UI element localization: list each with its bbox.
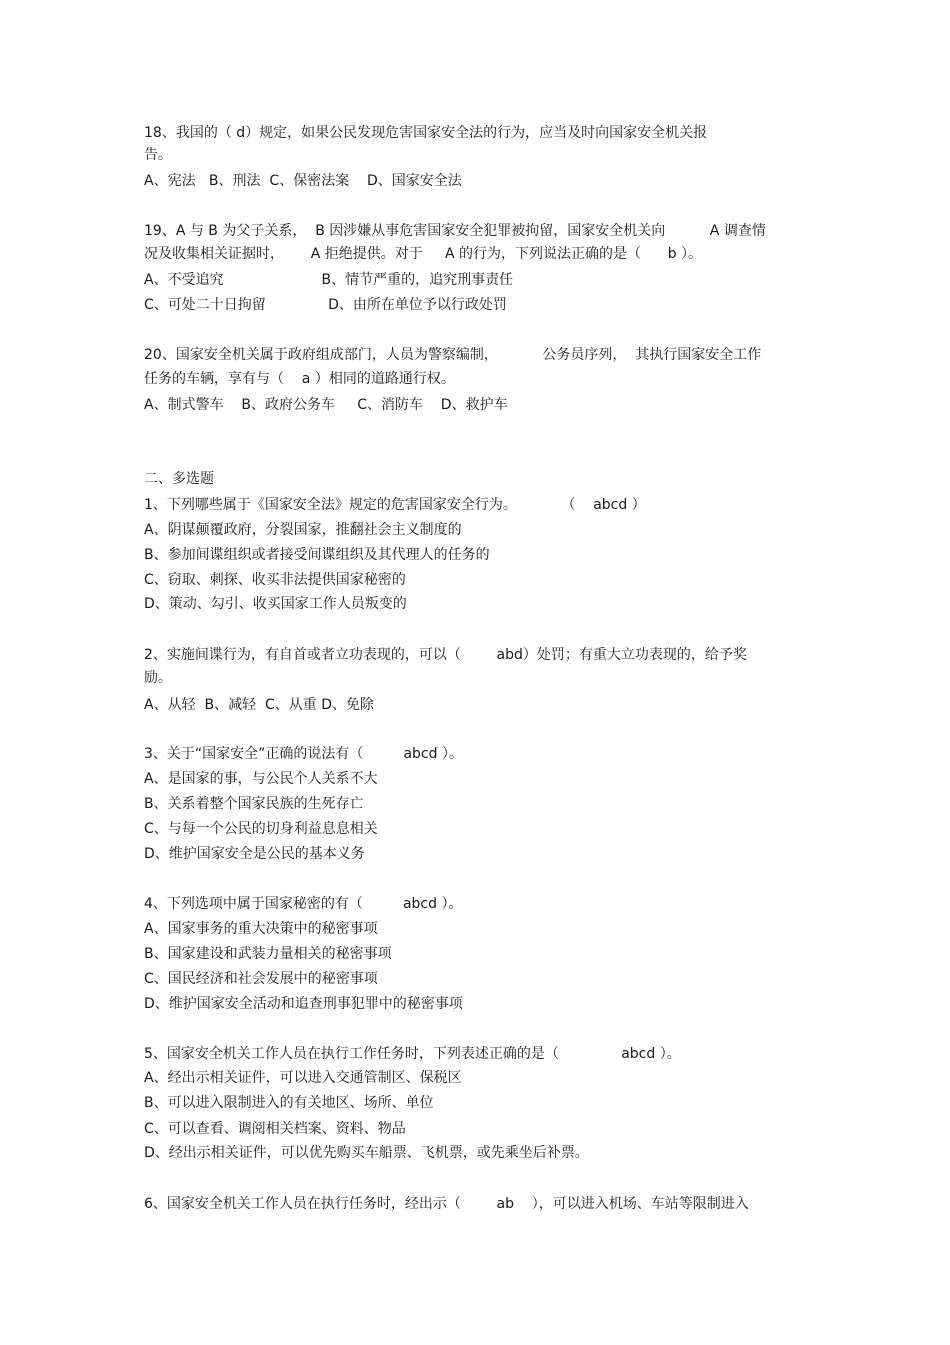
m1-option-c: C、窃取、刺探、收买非法提供国家秘密的 bbox=[144, 572, 406, 588]
q18-options: A、宪法 B、刑法 C、保密法案 D、国家安全法 bbox=[144, 173, 462, 189]
m1-option-b: B、参加间谍组织或者接受间谍组织及其代理人的任务的 bbox=[144, 547, 490, 563]
m5-option-a: A、经出示相关证件，可以进入交通管制区、保税区 bbox=[144, 1070, 462, 1086]
m4-option-a: A、国家事务的重大决策中的秘密事项 bbox=[144, 921, 378, 937]
m4-option-d: D、维护国家安全活动和追查刑事犯罪中的秘密事项 bbox=[144, 996, 463, 1012]
m5-option-c: C、可以查看、调阅相关档案、资料、物品 bbox=[144, 1121, 406, 1137]
q19-stem-line-1: 19、A 与 B 为父子关系， B 因涉嫌从事危害国家安全犯罪被拘留，国家安全机关向 A 调查情 bbox=[144, 223, 766, 239]
m4-option-c: C、国民经济和社会发展中的秘密事项 bbox=[144, 971, 378, 987]
q20-stem-line-1: 20、国家安全机关属于政府组成部门，人员为警察编制， 公务员序列， 其执行国家安全工作 bbox=[144, 347, 762, 363]
m2-stem-line-2: 励。 bbox=[144, 670, 172, 686]
q19-stem-line-2: 况及收集相关证据时， A 拒绝提供。对于 A 的行为，下列说法正确的是（ b ）。 bbox=[144, 246, 703, 262]
m3-option-d: D、维护国家安全是公民的基本义务 bbox=[144, 846, 365, 862]
m2-stem-line-1: 2、实施间谍行为，有自首或者立功表现的，可以（ abd）处罚；有重大立功表现的，给予奖 bbox=[144, 647, 747, 663]
m6-stem: 6、国家安全机关工作人员在执行任务时，经出示（ ab ），可以进入机场、车站等限制进入 bbox=[144, 1196, 749, 1212]
q19-options-cd: C、可处二十日拘留 D、由所在单位予以行政处罚 bbox=[144, 297, 507, 313]
q20-options: A、制式警车 B、政府公务车 C、消防车 D、救护车 bbox=[144, 397, 508, 413]
q18-stem-line-1: 18、我国的（ d）规定，如果公民发现危害国家安全法的行为，应当及时向国家安全机关报 bbox=[144, 125, 708, 141]
m5-option-d: D、经出示相关证件，可以优先购买车船票、飞机票，或先乘坐后补票。 bbox=[144, 1145, 589, 1161]
m5-stem: 5、国家安全机关工作人员在执行工作任务时，下列表述正确的是（ abcd ）。 bbox=[144, 1046, 681, 1062]
m1-option-a: A、阴谋颠覆政府，分裂国家，推翻社会主义制度的 bbox=[144, 522, 462, 538]
m3-option-a: A、是国家的事，与公民个人关系不大 bbox=[144, 771, 378, 787]
q20-stem-line-2: 任务的车辆，享有与（ a ）相同的道路通行权。 bbox=[144, 371, 455, 387]
m1-stem: 1、下列哪些属于《国家安全法》规定的危害国家安全行为。 （ abcd ） bbox=[144, 497, 646, 513]
m2-options: A、从轻 B、减轻 C、从重 D、免除 bbox=[144, 697, 374, 713]
section-heading-multi-choice: 二、多选题 bbox=[144, 471, 214, 487]
m5-option-b: B、可以进入限制进入的有关地区、场所、单位 bbox=[144, 1095, 434, 1111]
m3-stem: 3、关于“国家安全”正确的说法有（ abcd ）。 bbox=[144, 746, 463, 762]
m4-option-b: B、国家建设和武装力量相关的秘密事项 bbox=[144, 946, 392, 962]
q18-stem-line-2: 告。 bbox=[144, 147, 172, 163]
m3-option-c: C、与每一个公民的切身利益息息相关 bbox=[144, 821, 378, 837]
m4-stem: 4、下列选项中属于国家秘密的有（ abcd ）。 bbox=[144, 896, 463, 912]
q19-options-ab: A、不受追究 B、情节严重的，追究刑事责任 bbox=[144, 272, 514, 288]
m1-option-d: D、策动、勾引、收买国家工作人员叛变的 bbox=[144, 596, 407, 612]
m3-option-b: B、关系着整个国家民族的生死存亡 bbox=[144, 796, 364, 812]
